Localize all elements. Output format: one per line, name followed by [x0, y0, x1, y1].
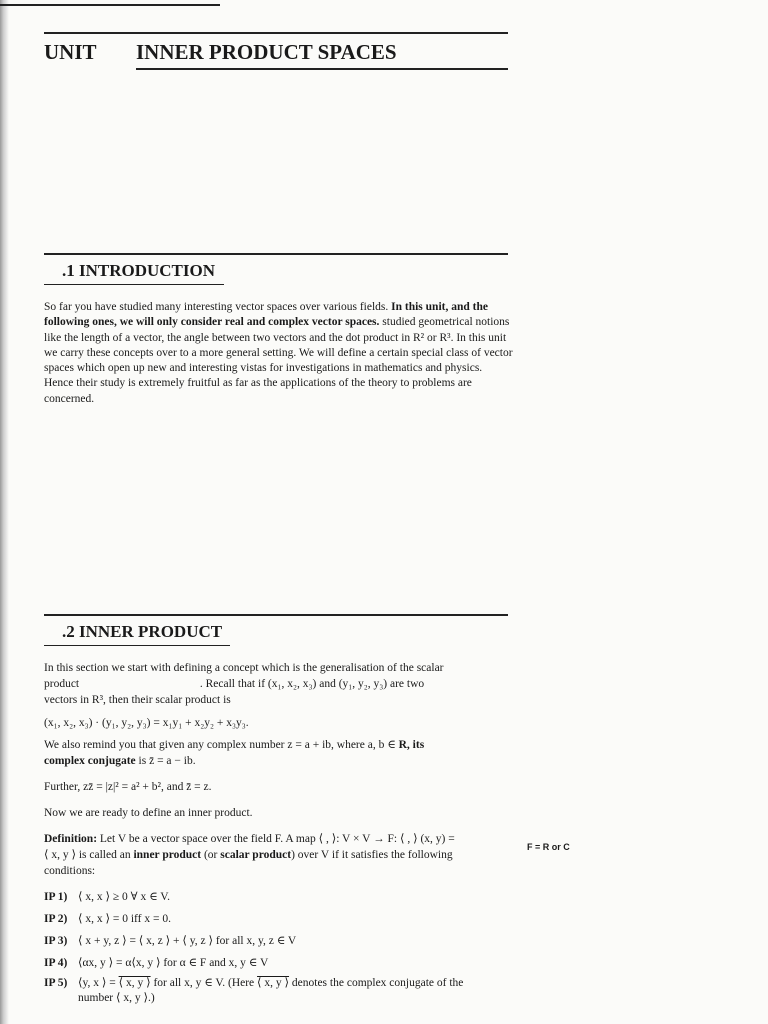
section2-line1: In this section we start with defining a concept which is the generalisation of the scalar — [44, 662, 444, 674]
section2-heading: .2 INNER PRODUCT — [62, 622, 223, 641]
complex-conjugate-line — [44, 754, 196, 769]
axiom-ip4-label: IP 4) — [44, 957, 68, 969]
header-top-rule — [44, 32, 508, 34]
complex-number-text: We also remind you that given any complex number z = a + ib, where a, b ∈ — [44, 739, 399, 751]
definition-line1 — [44, 832, 455, 847]
unit-title: INNER PRODUCT SPACES — [136, 40, 397, 64]
margin-note: F = R or C — [527, 842, 570, 852]
section2-line2: product . Recall that if (x₁, x₂, x₃) and (y₁, y₂, y₃) are two — [44, 678, 425, 690]
axiom-ip1-label: IP 1) — [44, 891, 68, 903]
scalar-product-term: scalar product — [220, 849, 292, 861]
axiom-ip4-text: ⟨αx, y ⟩ = α⟨x, y ⟩ for α ∈ F and x, y ∈ V — [78, 957, 269, 969]
intro-paragraph — [44, 300, 514, 407]
axiom-ip1 — [44, 890, 170, 905]
modulus-line: Further, zz̄ = |z|² = a² + b², and z̄̄ = z. — [44, 781, 212, 793]
section1-heading-underline — [44, 284, 224, 285]
header-bottom-rule — [136, 68, 508, 70]
complex-conjugate-text: is z̄ = a − ib. — [135, 755, 196, 767]
complex-conjugate-term: complex conjugate — [44, 755, 136, 767]
axiom-ip5-text-a: ⟨y, x ⟩ = — [78, 977, 119, 989]
axiom-ip5-label: IP 5) — [44, 977, 68, 989]
axiom-ip3-label: IP 3) — [44, 935, 68, 947]
unit-label: UNIT — [44, 40, 97, 64]
axiom-ip5-line2: number ⟨ x, y ⟩.) — [78, 992, 155, 1004]
axiom-ip1-text: ⟨ x, x ⟩ ≥ 0 ∀ x ∈ V. — [78, 891, 170, 903]
scan-edge-shadow — [0, 0, 9, 1024]
definition-text: Let V be a vector space over the field F. A map ⟨ , ⟩: V × V → F: ⟨ , ⟩ (x, y) = — [97, 833, 455, 845]
axiom-ip3 — [44, 934, 296, 949]
axiom-ip5-conjugate: ⟨ x, y ⟩ — [118, 977, 151, 989]
definition-text-a: ⟨ x, y ⟩ is called an — [44, 849, 134, 861]
top-rule — [0, 4, 220, 6]
intro-text-rest: studied geometrical notions like the length of a vector, the angle between two vectors and the dot product in R² or R³. In this unit we carry these concepts over to a more general setting. We will define a certain special class of vector spaces which open up new and interesting vistas for investigations in mathematics and physics. Hence their study is extremely fruitful as far as the applications of the theory to problems are concerned. — [44, 316, 513, 405]
axiom-ip5 — [44, 976, 463, 991]
intro-text-bold: In this unit, and the following ones, we will only consider real and complex vector spaces. — [44, 301, 488, 329]
dot-product-formula: (x₁, x₂, x₃) · (y₁, y₂, y₃) = x₁y₁ + x₂y₂ + x₃y₃. — [44, 717, 249, 729]
axiom-ip2-label: IP 2) — [44, 913, 68, 925]
section1-heading: .1 INTRODUCTION — [62, 261, 216, 280]
axiom-ip5-text-c: denotes the complex conjugate of the — [289, 977, 464, 989]
axiom-ip2 — [44, 912, 171, 927]
ready-line: Now we are ready to define an inner product. — [44, 807, 253, 819]
axiom-ip5-conjugate2: ⟨ x, y ⟩ — [257, 977, 290, 989]
definition-line2 — [44, 848, 453, 863]
axiom-ip3-text: ⟨ x + y, z ⟩ = ⟨ x, z ⟩ + ⟨ y, z ⟩ for all x, y, z ∈ V — [78, 935, 297, 947]
section2-heading-underline — [44, 645, 230, 646]
section2-line3: vectors in R³, then their scalar product is — [44, 694, 231, 706]
definition-text-c: (or — [201, 849, 221, 861]
complex-number-bold: R, its — [398, 739, 425, 751]
axiom-ip4 — [44, 956, 268, 971]
complex-number-line — [44, 738, 424, 753]
definition-label: Definition: — [44, 833, 98, 845]
axiom-ip2-text: ⟨ x, x ⟩ = 0 iff x = 0. — [78, 913, 171, 925]
section1-rule — [44, 253, 508, 255]
definition-line3: conditions: — [44, 865, 96, 877]
intro-text-start: So far you have studied many interesting vector spaces over various fields. — [44, 301, 392, 313]
definition-text-e: ) over V if it satisfies the following — [291, 849, 453, 861]
inner-product-term: inner product — [133, 849, 202, 861]
axiom-ip5-text-b: for all x, y ∈ V. (Here — [150, 977, 258, 989]
section2-rule — [44, 614, 508, 616]
